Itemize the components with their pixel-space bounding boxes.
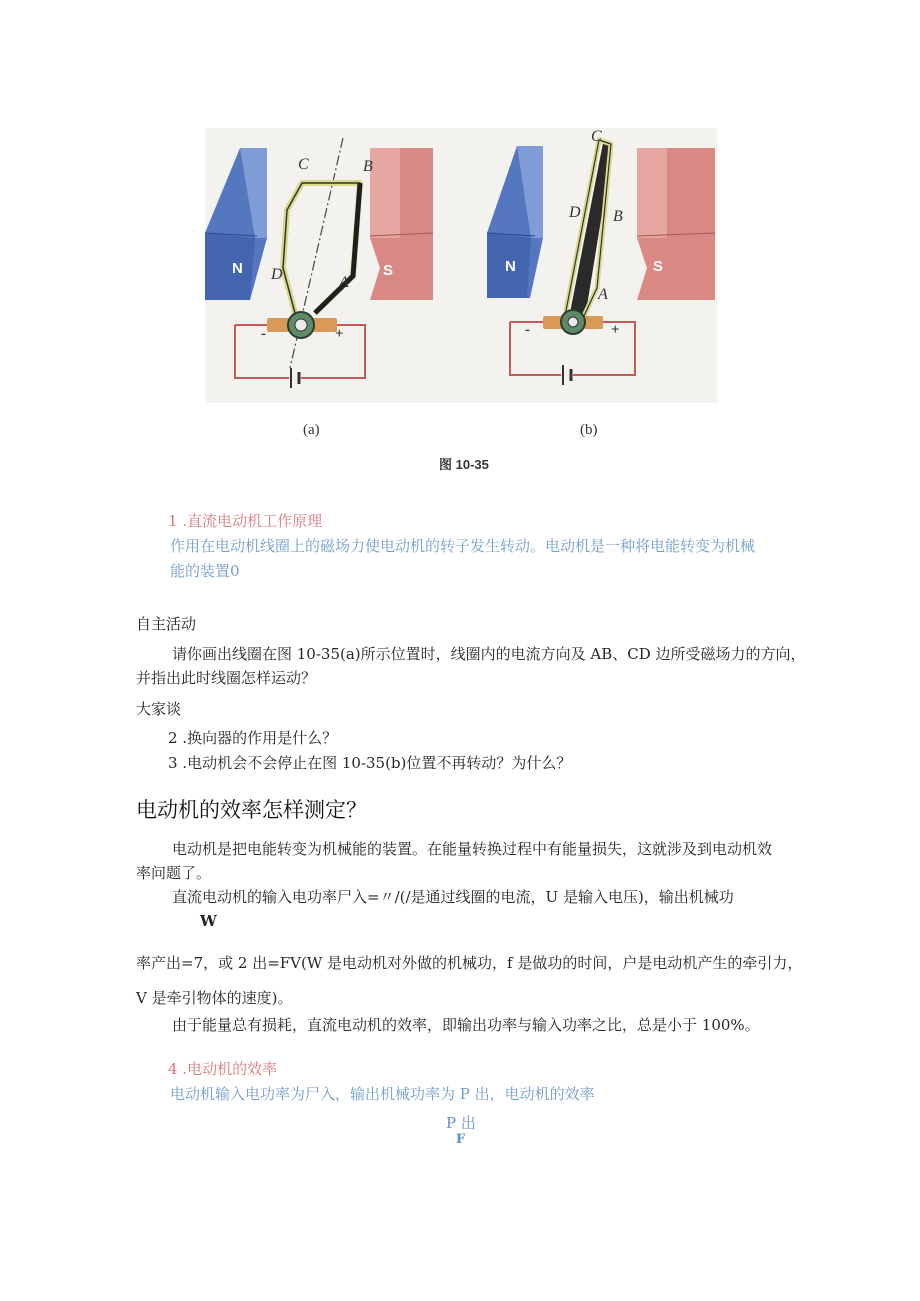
efficiency-p2-line-1: 直流电动机的输入电功率尸入=〃/(/是通过线圈的电流，U 是输入电压)，输出机械功 [172, 888, 734, 906]
figure-10-35 [205, 128, 717, 408]
discuss-item-2-text: 2 .换向器的作用是什么？ [168, 729, 338, 747]
label-a-b: B [363, 158, 373, 175]
section-1-line-2: 能的装置0 [170, 562, 240, 580]
efficiency-p1-line-2: 率问题了。 [136, 864, 212, 882]
fraction-denominator: F [456, 1132, 466, 1147]
activity-line-2: 并指出此时线圈怎样运动？ [136, 669, 317, 687]
activity-line-1: 请你画出线圈在图 10-35(a)所示位置时，线圈内的电流方向及 AB、CD 边所受磁场力的方向， [172, 645, 806, 663]
efficiency-p2-line-3: V 是牵引物体的速度)。 [136, 989, 293, 1007]
activity-heading: 自主活动 [136, 616, 197, 633]
figure-caption: 图 10-35 [439, 457, 489, 472]
efficiency-p3: 由于能量总有损耗，直流电动机的效率，即输出功率与输入功率之比，总是小于 100%。 [172, 1016, 760, 1034]
section-1-title: 1 .直流电动机工作原理 [168, 512, 323, 530]
discuss-item-3 [168, 752, 571, 773]
section-4-line-1: 电动机输入电功率为尸入，输出机械功率为 P 出，电动机的效率 [170, 1085, 595, 1103]
efficiency-p2-line-2: 率产出=7，或 2 出=FV(W 是电动机对外做的机械功，f 是做功的时间，户是电动机产生的牵引力， [136, 954, 803, 972]
work-symbol: W [200, 912, 217, 930]
label-b-d: D [569, 204, 581, 221]
panel-a-caption: (a) [303, 422, 320, 438]
label-a-d: D [271, 266, 283, 283]
label-a-c: C [298, 156, 309, 173]
discuss-heading: 大家谈 [136, 701, 182, 718]
label-a-plus: + [335, 326, 344, 342]
label-a-north: N [232, 260, 243, 277]
label-b-plus: + [611, 322, 620, 338]
discuss-item-3-text: 3 .电动机会不会停止在图 10-35(b)位置不再转动？为什么？ [168, 754, 572, 772]
fraction-numerator: P 出 [446, 1114, 476, 1132]
label-b-minus: - [525, 322, 530, 338]
label-b-c: C [591, 128, 602, 145]
label-a-minus: - [261, 326, 266, 342]
label-a-south: S [383, 262, 394, 279]
label-b-a: A [598, 286, 608, 303]
section-1-line-1: 作用在电动机线圈上的磁场力使电动机的转子发生转动。电动机是一种将电能转变为机械 [170, 537, 756, 555]
label-b-north: N [505, 258, 516, 275]
efficiency-p1-line-1: 电动机是把电能转变为机械能的装置。在能量转换过程中有能量损失，这就涉及到电动机效 [172, 840, 773, 858]
label-a-a: A [339, 274, 349, 291]
label-b-b: B [613, 208, 623, 225]
section-4-title: 4 .电动机的效率 [168, 1060, 278, 1078]
panel-b-caption: (b) [580, 422, 598, 438]
label-b-south: S [653, 258, 664, 275]
discuss-item-2 [168, 727, 337, 748]
efficiency-heading: 电动机的效率怎样测定？ [136, 798, 367, 822]
